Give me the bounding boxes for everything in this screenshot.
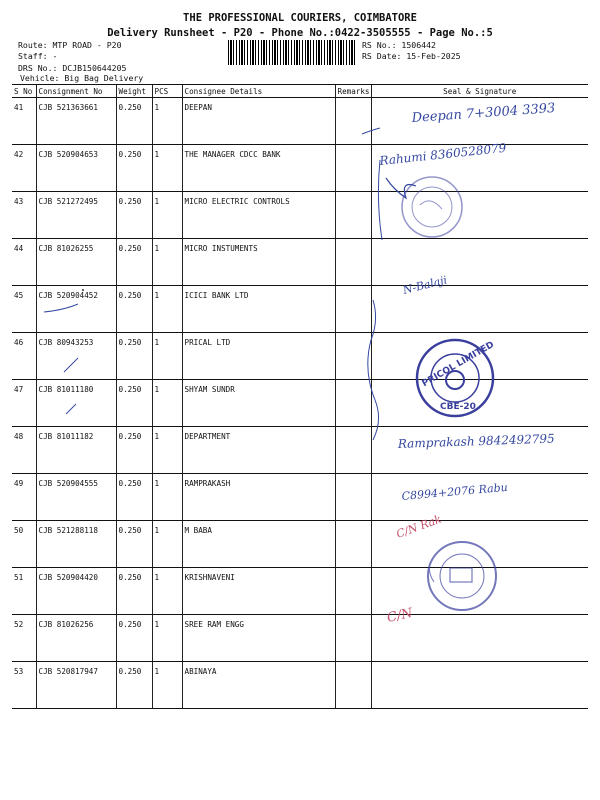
cell-weight: 0.250 (116, 427, 152, 474)
cell-remarks (335, 521, 371, 568)
col-header-pcs: PCS (152, 85, 182, 98)
cell-pcs: 1 (152, 333, 182, 380)
runsheet-title: Delivery Runsheet - P20 - Phone No.:0422-3505555 - Page No.:5 (107, 27, 493, 39)
cell-seal (371, 380, 588, 427)
cell-pcs: 1 (152, 239, 182, 286)
cell-weight: 0.250 (116, 615, 152, 662)
col-header-consignee: Consignee Details (182, 85, 335, 98)
table-row (12, 427, 588, 474)
cell-consignee: DEPARTMENT (182, 427, 335, 474)
cell-remarks (335, 333, 371, 380)
table-row (12, 521, 588, 568)
cell-weight: 0.250 (116, 474, 152, 521)
cell-seal (371, 98, 588, 145)
cell-sno: 48 (12, 427, 36, 474)
cell-consignee: MICRO INSTUMENTS (182, 239, 335, 286)
handwriting-r50: C8994+2076 Rabu (401, 480, 509, 503)
table-row (12, 568, 588, 615)
vehicle-label: Vehicle: Big Bag Delivery (20, 73, 144, 83)
cell-sno: 49 (12, 474, 36, 521)
cell-consignment: CJB 520904452 (36, 286, 116, 333)
col-header-sno: S No (12, 85, 36, 98)
cell-weight: 0.250 (116, 380, 152, 427)
cell-sno: 50 (12, 521, 36, 568)
rs-number: RS No.: 1506442 (362, 40, 436, 50)
cell-sno: 53 (12, 662, 36, 709)
cell-remarks (335, 192, 371, 239)
cell-consignment: CJB 81011182 (36, 427, 116, 474)
cell-sno: 51 (12, 568, 36, 615)
cell-pcs: 1 (152, 286, 182, 333)
table-row (12, 380, 588, 427)
cell-consignment: CJB 521272495 (36, 192, 116, 239)
cell-pcs: 1 (152, 380, 182, 427)
cell-remarks (335, 98, 371, 145)
cell-sno: 43 (12, 192, 36, 239)
cell-remarks (335, 427, 371, 474)
col-header-consignment: Consignment No (36, 85, 116, 98)
cell-seal (371, 239, 588, 286)
cell-consignment: CJB 520904653 (36, 145, 116, 192)
cell-consignee: ICICI BANK LTD (182, 286, 335, 333)
cell-seal (371, 333, 588, 380)
company-title: THE PROFESSIONAL COURIERS, COIMBATORE (183, 12, 417, 24)
cell-remarks (335, 286, 371, 333)
cell-consignee: SREE RAM ENGG (182, 615, 335, 662)
cell-sno: 42 (12, 145, 36, 192)
cell-seal (371, 474, 588, 521)
handwriting-r45: N-Balaji (401, 273, 449, 297)
cell-sno: 44 (12, 239, 36, 286)
table-row (12, 145, 588, 192)
cell-consignment: CJB 80943253 (36, 333, 116, 380)
cell-consignee: M BABA (182, 521, 335, 568)
cell-sno: 52 (12, 615, 36, 662)
table-row (12, 662, 588, 709)
cell-seal (371, 286, 588, 333)
cell-sno: 47 (12, 380, 36, 427)
cell-consignment: CJB 81026255 (36, 239, 116, 286)
handwriting-r51: C/N Rak (394, 512, 444, 541)
cell-pcs: 1 (152, 427, 182, 474)
cell-pcs: 1 (152, 98, 182, 145)
stamp-text-bottom: CBE-20 (440, 402, 476, 412)
cell-weight: 0.250 (116, 98, 152, 145)
cell-remarks (335, 474, 371, 521)
cell-sno: 46 (12, 333, 36, 380)
handwriting-r42: Rahumi 8360528079 (378, 140, 507, 168)
cell-seal (371, 615, 588, 662)
cell-weight: 0.250 (116, 333, 152, 380)
table-row (12, 286, 588, 333)
cell-consignment: CJB 520817947 (36, 662, 116, 709)
cell-remarks (335, 145, 371, 192)
col-header-weight: Weight (116, 85, 152, 98)
cell-consignment: CJB 81011180 (36, 380, 116, 427)
table-row (12, 98, 588, 145)
cell-weight: 0.250 (116, 662, 152, 709)
table-header-row (12, 85, 588, 98)
cell-seal (371, 662, 588, 709)
cell-consignment: CJB 521288118 (36, 521, 116, 568)
col-header-remarks: Remarks (335, 85, 371, 98)
cell-weight: 0.250 (116, 521, 152, 568)
rs-date: RS Date: 15-Feb-2025 (362, 51, 461, 61)
cell-sno: 41 (12, 98, 36, 145)
cell-remarks (335, 568, 371, 615)
cell-consignee: PRICAL LTD (182, 333, 335, 380)
cell-pcs: 1 (152, 615, 182, 662)
cell-seal (371, 427, 588, 474)
cell-consignee: MICRO ELECTRIC CONTROLS (182, 192, 335, 239)
cell-weight: 0.250 (116, 239, 152, 286)
cell-pcs: 1 (152, 145, 182, 192)
cell-consignee: KRISHNAVENI (182, 568, 335, 615)
barcode (228, 40, 356, 65)
cell-pcs: 1 (152, 192, 182, 239)
cell-consignment: CJB 520904555 (36, 474, 116, 521)
cell-seal (371, 568, 588, 615)
staff-label: Staff: - (18, 51, 58, 61)
cell-seal (371, 521, 588, 568)
route-label: Route: MTP ROAD - P20 (18, 40, 122, 50)
handwriting-r41: Deepan 7+3004 3393 (411, 100, 556, 126)
table-row (12, 333, 588, 380)
cell-pcs: 1 (152, 521, 182, 568)
table-row (12, 192, 588, 239)
cell-consignee: THE MANAGER CDCC BANK (182, 145, 335, 192)
cell-weight: 0.250 (116, 145, 152, 192)
stray-dot (82, 289, 84, 291)
handwriting-r53: C/N (385, 605, 414, 626)
cell-consignment: CJB 521363661 (36, 98, 116, 145)
cell-remarks (335, 239, 371, 286)
handwriting-r49: Ramprakash 9842492795 (397, 431, 555, 451)
runsheet-table (12, 84, 588, 709)
cell-consignee: ABINAYA (182, 662, 335, 709)
cell-consignment: CJB 81026256 (36, 615, 116, 662)
cell-remarks (335, 615, 371, 662)
cell-pcs: 1 (152, 662, 182, 709)
cell-consignment: CJB 520904420 (36, 568, 116, 615)
cell-remarks (335, 380, 371, 427)
cell-consignee: DEEPAN (182, 98, 335, 145)
cell-pcs: 1 (152, 568, 182, 615)
cell-pcs: 1 (152, 474, 182, 521)
col-header-seal-signature: Seal & Signature (371, 85, 588, 98)
cell-seal (371, 192, 588, 239)
table-row (12, 474, 588, 521)
cell-remarks (335, 662, 371, 709)
cell-consignee: RAMPRAKASH (182, 474, 335, 521)
cell-consignee: SHYAM SUNDR (182, 380, 335, 427)
stamp-text-top: PRICOL LIMITED (420, 339, 496, 390)
drs-number: DRS No.: DCJB150644205 (18, 63, 127, 73)
cell-weight: 0.250 (116, 286, 152, 333)
cell-weight: 0.250 (116, 192, 152, 239)
table-row (12, 615, 588, 662)
cell-sno: 45 (12, 286, 36, 333)
cell-weight: 0.250 (116, 568, 152, 615)
table-row (12, 239, 588, 286)
cell-seal (371, 145, 588, 192)
